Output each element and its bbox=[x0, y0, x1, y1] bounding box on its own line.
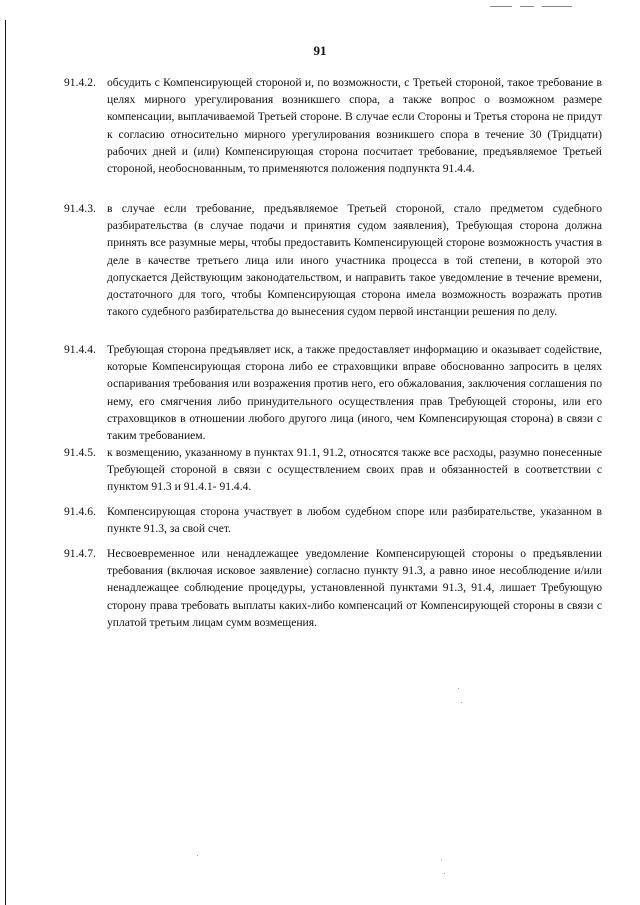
clause-text: Несвоевременное или ненадлежащее уведомление Компенсирующей стороны о предъявлении требования (включая исковое заявление) согласно пункту 91.3, а равно иное несоблюдение и/или ненадлежащее соблюдение процедуры, установленной пунктами 91.3, 91.4, лишает Требующую сторону права требовать выплаты каких-либо компенсаций от Компенсирующей стороны в связи с уплатой третьим лицам сумм возмещения. bbox=[107, 547, 602, 629]
clause-number: 91.4.3. bbox=[64, 202, 96, 215]
scan-speck bbox=[441, 859, 442, 860]
clause-number: 91.4.2. bbox=[64, 76, 96, 89]
scan-speck bbox=[197, 855, 198, 856]
clause-text: обсудить с Компенсирующей стороной и, по возможности, с Третьей стороной, такое требование в целях мирного урегулирования возникшего спора, а также вопрос о возможном размере компенсации, выплачиваемой Третьей стороне. В случае если Стороны и Третья сторона не придут к согласию относительно мирного урегулирования возникшего спора в течение 30 (Тридцати) рабочих дней и (или) Компенсирующая сторона посчитает требование, предъявляемое Третьей стороной, необоснованным, то применяются положения подпункта 91.4.4. bbox=[107, 76, 602, 176]
scan-speck bbox=[444, 873, 445, 874]
clause-number: 91.4.6. bbox=[64, 505, 96, 518]
clause-91-4-2 bbox=[64, 74, 602, 177]
clause-text: в случае если требование, предъявляемое Третьей стороной, стало предметом судебного разбирательства (в случае подачи и принятия судом заявления), Требующая сторона должна принять все разумные меры, чтобы предоставить Компенсирующей стороне возможность участия в деле в качестве третьего лица или иного участника процесса в той степени, в которой это допускается Действующим законодательством, и направить такое уведомление в течение времени, достаточного для того, чтобы Компенсирующая сторона имела возможность возражать против такого судебного разбирательства до вынесения судом первой инстанции решения по делу. bbox=[107, 202, 602, 319]
clause-number: 91.4.7. bbox=[64, 547, 96, 560]
scan-top-mark bbox=[520, 6, 534, 7]
clause-91-4-5 bbox=[64, 444, 602, 496]
clause-91-4-6 bbox=[64, 503, 602, 537]
clause-91-4-4 bbox=[64, 341, 602, 444]
clause-text: к возмещению, указанному в пунктах 91.1, 91.2, относятся также все расходы, разумно понесенные Требующей стороной в связи с осуществлением своих прав и обязанностей в соответствии с пунктом 91.3 и 91.4.1- 91.4.4. bbox=[107, 446, 602, 494]
clause-number: 91.4.4. bbox=[64, 343, 96, 356]
clause-text: Требующая сторона предъявляет иск, а также предоставляет информацию и оказывает содействие, которые Компенсирующая сторона либо ее страховщики вправе обоснованно запросить в целях оспаривания требования или возражения против него, его обжалования, заключения соглашения по нему, его смягчения либо принудительного осуществления прав Требующей стороны, или его страховщиков в отношении любого другого лица (иного, чем Компенсирующая сторона) в связи с таким требованием. bbox=[107, 343, 602, 443]
scan-top-mark bbox=[542, 6, 572, 7]
scan-speck bbox=[458, 688, 459, 689]
scan-left-border-line bbox=[5, 20, 6, 905]
page-number: 91 bbox=[313, 43, 327, 58]
scan-speck bbox=[461, 702, 462, 703]
clause-number: 91.4.5. bbox=[64, 446, 96, 459]
clause-91-4-3 bbox=[64, 200, 602, 320]
clause-text: Компенсирующая сторона участвует в любом судебном споре или разбирательстве, указанном в пункте 91.3, за свой счет. bbox=[107, 505, 602, 536]
scan-top-mark bbox=[490, 6, 512, 7]
clause-91-4-7 bbox=[64, 545, 602, 631]
